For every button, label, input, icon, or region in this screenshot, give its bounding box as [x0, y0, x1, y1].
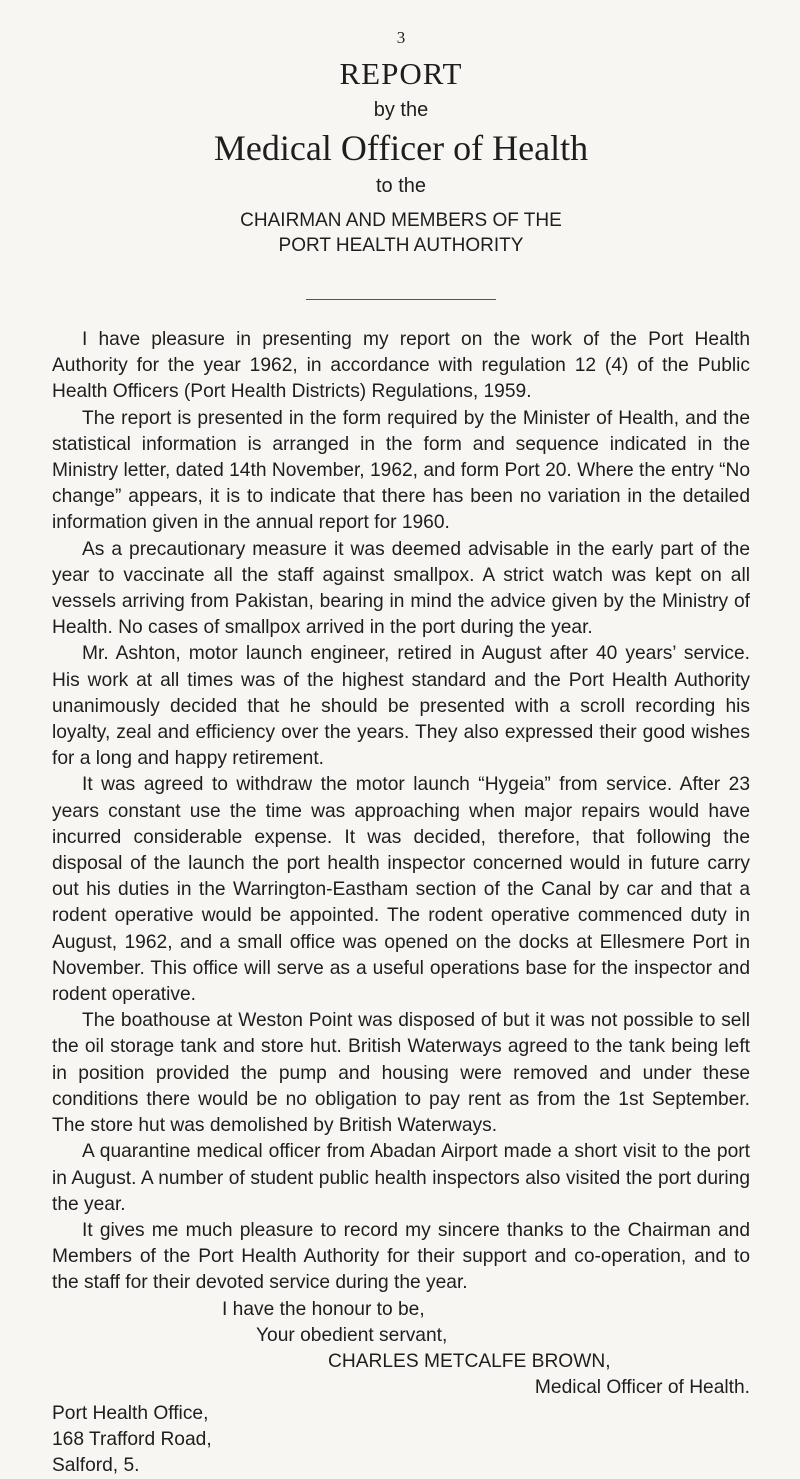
addressee-line-2: PORT HEALTH AUTHORITY — [278, 235, 524, 256]
paragraph: I have pleasure in presenting my report on the work of the Port Health Authority for the year 1962, in accordance with regulation 12 (4) of the Public Health Officers (Port Health Districts) Regulations, 1959. — [52, 329, 750, 403]
address-line-3: Salford, 5. — [52, 1455, 140, 1477]
paragraph: As a precautionary measure it was deemed advisable in the early part of the year to vaccinate all the staff against smallpox. A strict watch was kept on all vessels arriving from Pakistan, bearing in mind the advice given by the Ministry of Health. No cases of smallpox arrived in the port during the year. — [52, 538, 750, 639]
paragraph: The boathouse at Weston Point was disposed of but it was not possible to sell the oil storage tank and store hut. British Waterways agreed to the tank being left in position provided the pump and housing were removed and under these conditions there would be no obligation to pay rent as from the 1st September. The store hut was demolished by British Waterways. — [52, 1010, 750, 1137]
address-line-2: 168 Trafford Road, — [52, 1429, 212, 1451]
signatory-role: Medical Officer of Health. — [534, 1377, 750, 1399]
page-number: 3 — [396, 28, 406, 47]
closing-block — [52, 1297, 750, 1402]
addressee-line-1: CHAIRMAN AND MEMBERS OF THE — [240, 210, 562, 231]
officer-title: Medical Officer of Health — [213, 128, 589, 168]
report-body — [52, 327, 750, 1297]
paragraph: It gives me much pleasure to record my sincere thanks to the Chairman and Members of the Port Health Authority for their support and co-operation, and to the staff for their devoted service during the year. — [52, 1219, 750, 1294]
address-line-1: Port Health Office, — [52, 1403, 209, 1425]
office-address — [52, 1401, 750, 1479]
section-divider — [306, 299, 496, 300]
closing-line-1: I have the honour to be, — [222, 1298, 425, 1320]
document-page — [52, 28, 750, 1479]
report-header — [52, 54, 750, 258]
report-title: REPORT — [339, 56, 463, 91]
paragraph: The report is presented in the form required by the Minister of Health, and the statistical information is arranged in the form and sequence indicated in the Ministry letter, dated 14th November, 1962, and form Port 20. Where the entry “No change” appears, it is to indicate that there has been no variation in the detailed information given in the annual report for 1960. — [52, 407, 750, 534]
to-line: to the — [375, 175, 427, 197]
closing-line-2: Your obedient servant, — [256, 1324, 448, 1346]
paragraph: Mr. Ashton, motor launch engineer, retired in August after 40 years’ service. His work at all times was of the highest standard and the Port Health Authority unanimously decided that he should be presented with a scroll recording his loyalty, zeal and efficiency over the years. They also expressed their good wishes for a long and happy retirement. — [52, 643, 750, 770]
signatory-name: CHARLES METCALFE BROWN, — [328, 1350, 611, 1372]
paragraph: It was agreed to withdraw the motor launch “Hygeia” from service. After 23 years constant use the time was approaching when major repairs would have incurred considerable expense. It was decided, therefore, that following the disposal of the launch the port health inspector concerned would in future carry out his duties in the Warrington-Eastham section of the Canal by car and that a rodent operative would be appointed. The rodent operative commenced duty in August, 1962, and a small office was opened on the docks at Ellesmere Port in November. This office will serve as a useful operations base for the inspector and rodent operative. — [52, 774, 750, 1006]
by-line: by the — [373, 99, 429, 121]
paragraph: A quarantine medical officer from Abadan Airport made a short visit to the port in August. A number of student public health inspectors also visited the port during the year. — [52, 1141, 750, 1215]
addressee — [52, 208, 750, 258]
